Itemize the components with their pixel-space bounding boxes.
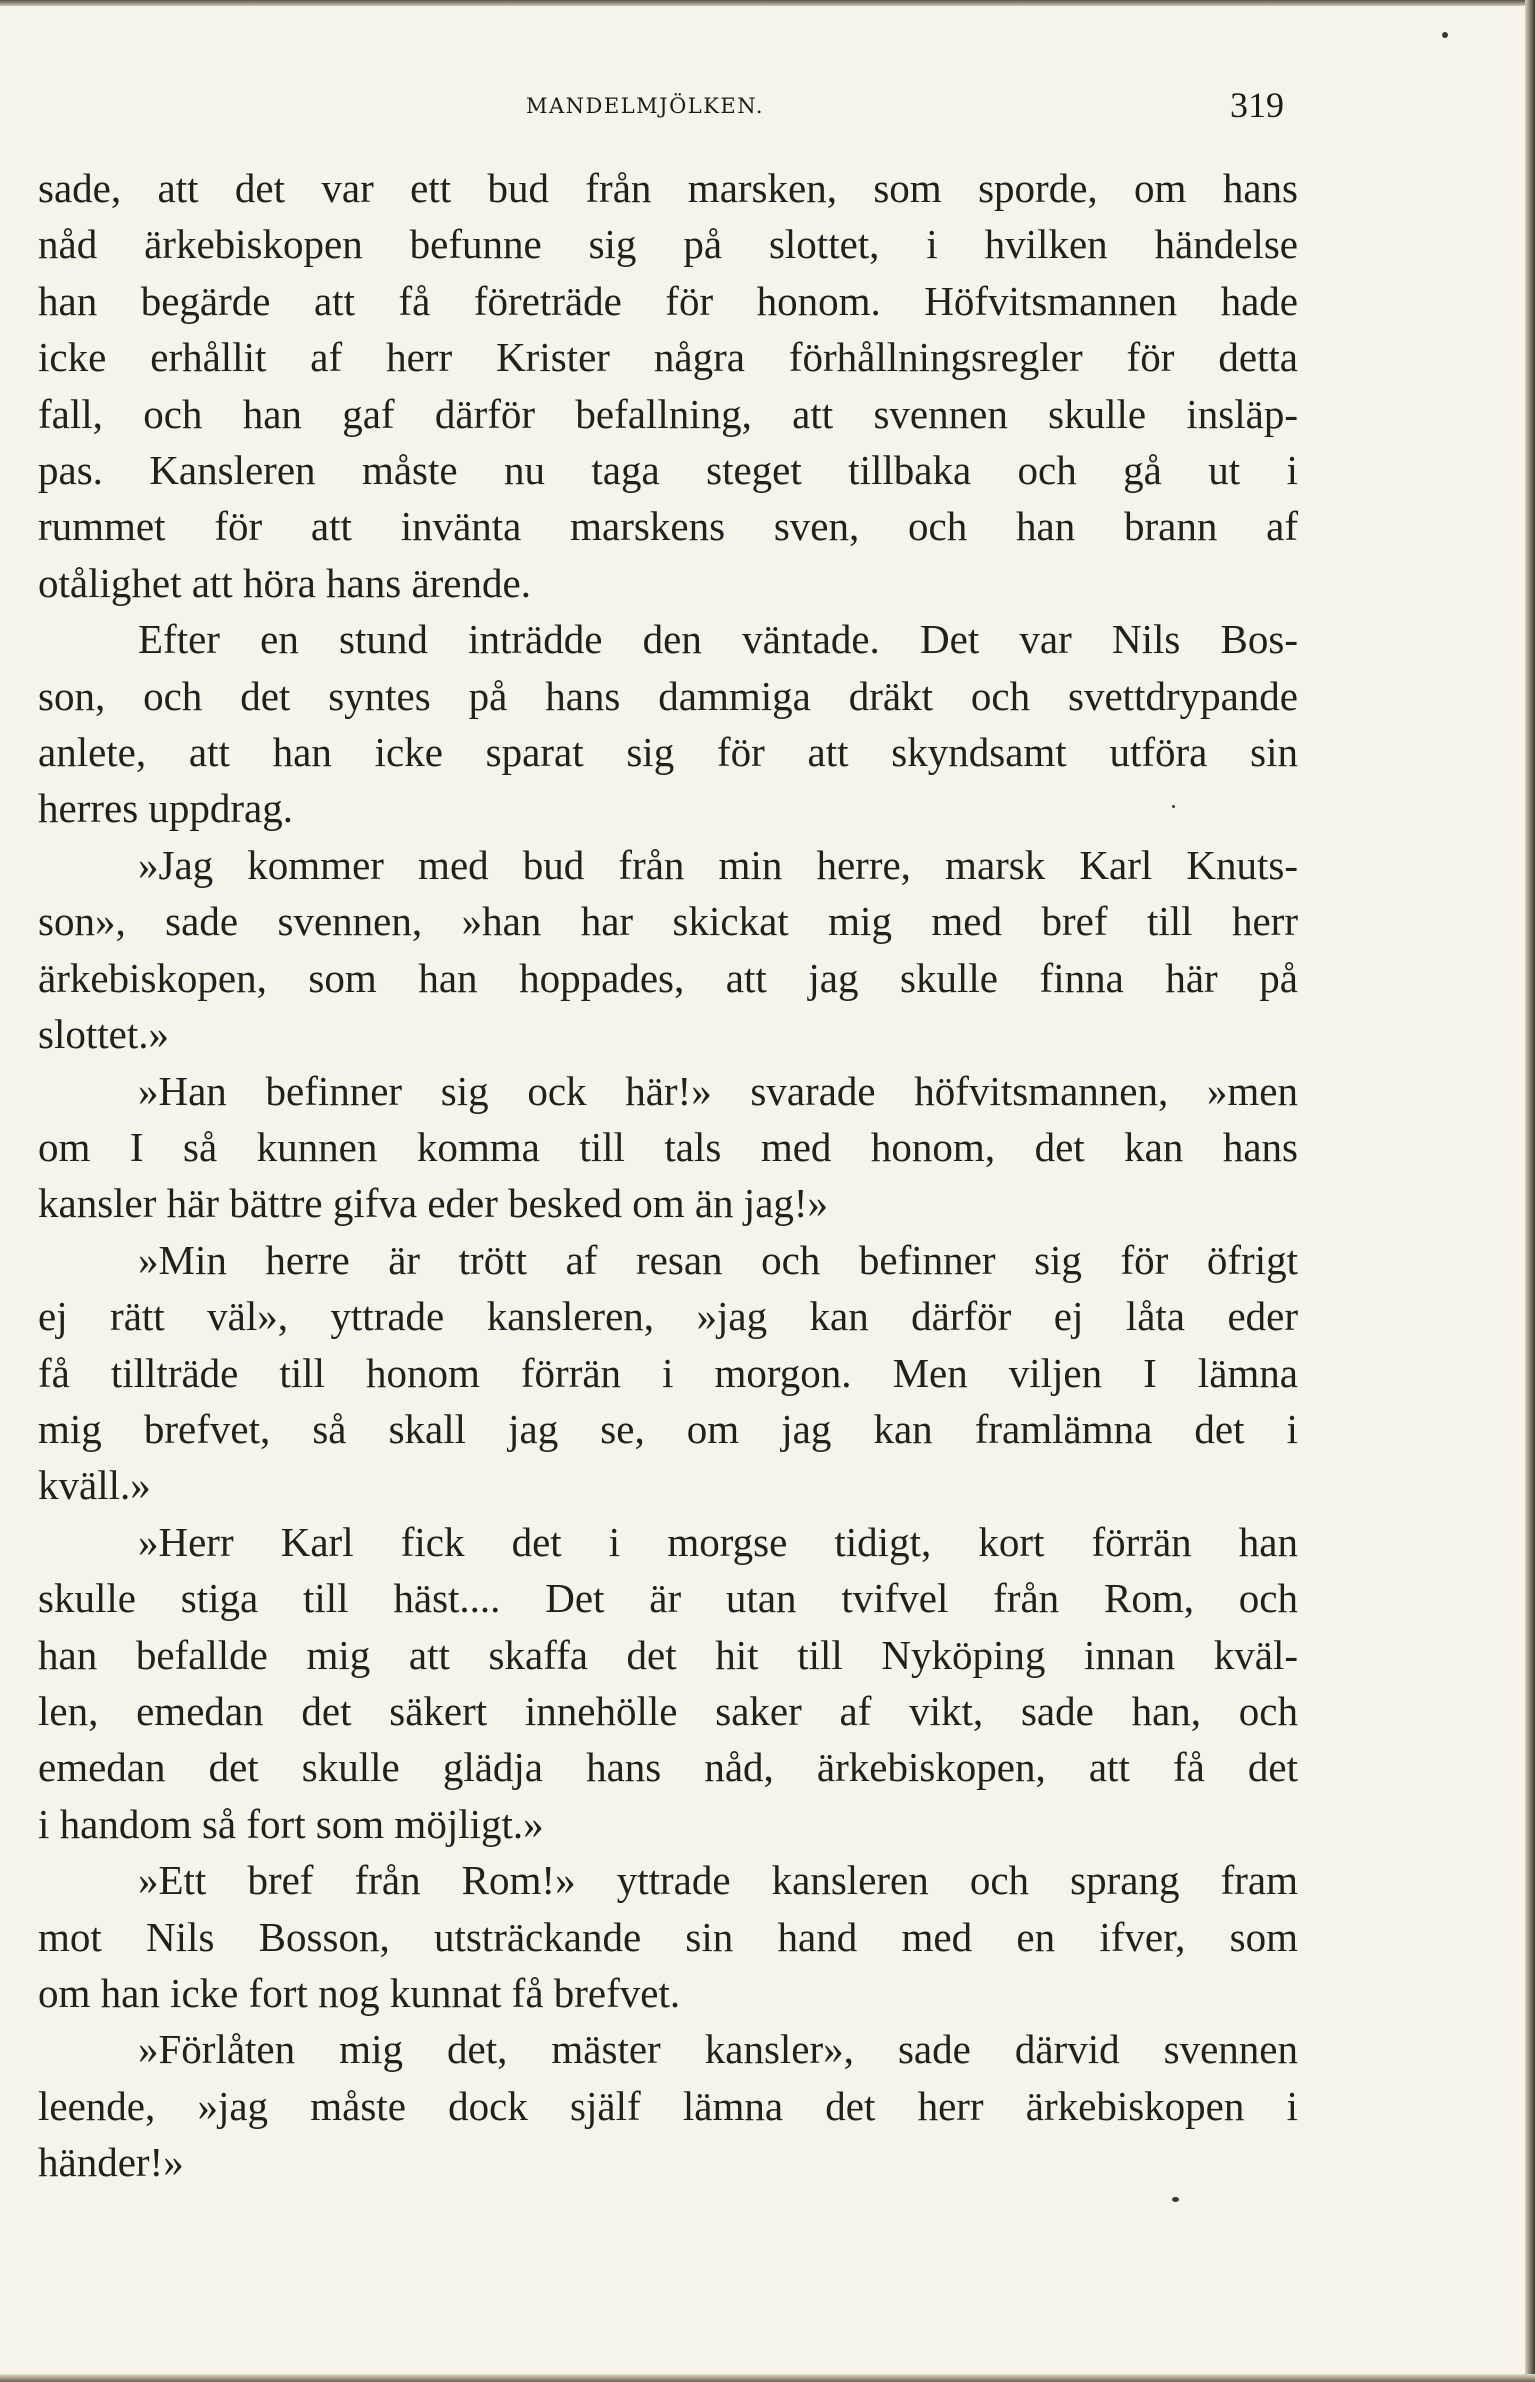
text-line: leende, »jag måste dock själf lämna det herr ärkebiskopen i (38, 2082, 1298, 2129)
paragraph (38, 1514, 1298, 1852)
text-line: få tillträde till honom förrän i morgon. Men viljen I lämna (38, 1349, 1298, 1396)
text-line: Efter en stund inträdde den väntade. Det var Nils Bos- (138, 616, 1298, 663)
text-line: om han icke fort nog kunnat få brefvet. (38, 1970, 681, 2016)
text-line: sade, att det var ett bud från marsken, som sporde, om hans (38, 165, 1298, 211)
text-line: han befallde mig att skaffa det hit till Nyköping innan kväl- (38, 1631, 1298, 1678)
text-line: son, och det syntes på hans dammiga dräkt och svettdrypande (38, 672, 1298, 719)
text-line: kväll.» (38, 1462, 151, 1509)
paragraph (38, 1852, 1298, 2021)
text-line: han begärde att få företräde för honom. Höfvitsmannen hade (38, 277, 1298, 324)
text-line: »Herr Karl fick det i morgse tidigt, kort förrän han (138, 1518, 1298, 1565)
text-line: herres uppdrag. (38, 785, 294, 832)
text-line: kansler här bättre gifva eder besked om än jag!» (38, 1180, 829, 1227)
paragraph (38, 1063, 1298, 1232)
text-line: händer!» (38, 2139, 184, 2186)
page-edge-top (0, 0, 1535, 6)
paragraph (38, 611, 1298, 837)
text-line: otålighet att höra hans ärende. (38, 559, 531, 606)
paragraph (38, 837, 1298, 1063)
text-line: »Min herre är trött af resan och befinner sig för öfrigt (138, 1236, 1298, 1283)
text-line: len, emedan det säkert innehölle saker af vikt, sade han, och (38, 1687, 1298, 1734)
text-line: skulle stiga till häst.... Det är utan tvifvel från Rom, och (38, 1575, 1298, 1622)
text-line: nåd ärkebiskopen befunne sig på slottet, i hvilken händelse (38, 221, 1298, 268)
text-line: mig brefvet, så skall jag se, om jag kan framlämna det i (38, 1405, 1298, 1452)
text-line: son», sade svennen, »han har skickat mig med bref till herr (38, 898, 1298, 945)
running-head: MANDELMJÖLKEN. (526, 94, 764, 118)
text-line: fall, och han gaf därför befallning, att svennen skulle insläp- (38, 390, 1298, 437)
text-line: »Han befinner sig ock här!» svarade höfvitsmannen, »men (138, 1067, 1298, 1114)
paragraph (38, 2021, 1298, 2190)
text-line: slottet.» (38, 1011, 169, 1058)
page-edge-right (1525, 0, 1535, 2382)
text-line: mot Nils Bosson, utsträckande sin hand med en ifver, som (38, 1913, 1298, 1960)
page-number: 319 (1230, 85, 1284, 125)
text-line: »Förlåten mig det, mäster kansler», sade därvid svennen (138, 2026, 1298, 2073)
text-line: emedan det skulle glädja hans nåd, ärkebiskopen, att få det (38, 1744, 1298, 1791)
paragraph (38, 160, 1298, 611)
page-edge-bottom (0, 2374, 1535, 2382)
text-line: i handom så fort som möjligt.» (38, 1800, 544, 1847)
text-line: rummet för att invänta marskens sven, och han brann af (38, 503, 1298, 550)
ink-speck (1172, 2197, 1179, 2202)
ink-speck (1442, 32, 1448, 38)
text-line: anlete, att han icke sparat sig för att skyndsamt utföra sin (38, 729, 1298, 776)
text-line: »Jag kommer med bud från min herre, marsk Karl Knuts- (138, 841, 1298, 888)
text-line: »Ett bref från Rom!» yttrade kansleren och sprang fram (138, 1857, 1298, 1904)
page-header (38, 86, 1298, 126)
text-line: ärkebiskopen, som han hoppades, att jag skulle finna här på (38, 954, 1298, 1001)
body-text (38, 160, 1298, 2191)
text-line: ej rätt väl», yttrade kansleren, »jag kan därför ej låta eder (38, 1293, 1298, 1340)
paragraph (38, 1232, 1298, 1514)
text-line: pas. Kansleren måste nu taga steget tillbaka och gå ut i (38, 447, 1298, 494)
text-line: om I så kunnen komma till tals med honom, det kan hans (38, 1123, 1298, 1170)
text-line: icke erhållit af herr Krister några förhållningsregler för detta (38, 334, 1298, 381)
